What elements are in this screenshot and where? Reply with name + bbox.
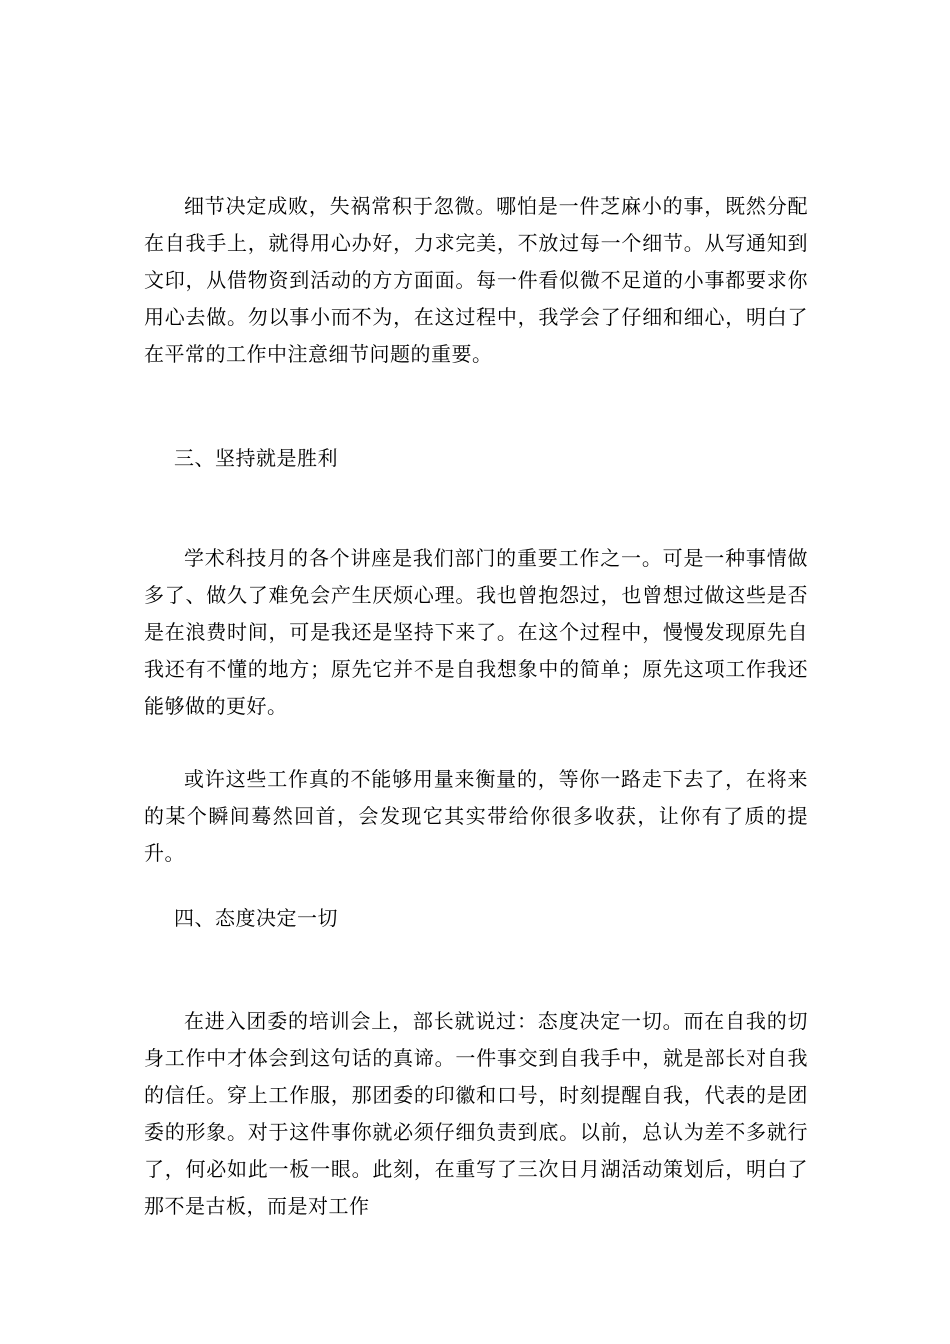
paragraph-reflection: 或许这些工作真的不能够用量来衡量的，等你一路走下去了，在将来的某个瞬间蓦然回首，会发现它其实带给你很多收获，让你有了质的提升。 [144, 767, 808, 865]
paragraph-training-meeting: 在进入团委的培训会上，部长就说过：态度决定一切。而在自我的切身工作中才体会到这句话的真谛。一件事交到自我手中，就是部长对自我的信任。穿上工作服，那团委的印徽和口号，时刻提醒自我，代表的是团委的形象。对于这件事你就必须仔细负责到底。以前，总认为差不多就行了，何必如此一板一眼。此刻，在重写了三次日月湖活动策划后，明白了那不是古板，而是对工作 [144, 1009, 808, 1218]
paragraph-lecture-work: 学术科技月的各个讲座是我们部门的重要工作之一。可是一种事情做多了、做久了难免会产生厌烦心理。我也曾抱怨过，也曾想过做这些是否是在浪费时间，可是我还是坚持下来了。在这个过程中，慢慢发现原先自我还有不懂的地方；原先它并不是自我想象中的简单；原先这项工作我还能够做的更好。 [144, 546, 808, 718]
section-heading-attitude: 四、态度决定一切 [174, 906, 338, 930]
section-heading-perseverance: 三、坚持就是胜利 [174, 446, 338, 470]
paragraph-attention-to-detail: 细节决定成败，失祸常积于忽微。哪怕是一件芝麻小的事，既然分配在自我手上，就得用心办好，力求完美，不放过每一个细节。从写通知到文印，从借物资到活动的方方面面。每一件看似微不足道的小事都要求你用心去做。勿以事小而不为，在这过程中，我学会了仔细和细心，明白了在平常的工作中注意细节问题的重要。 [144, 194, 808, 366]
